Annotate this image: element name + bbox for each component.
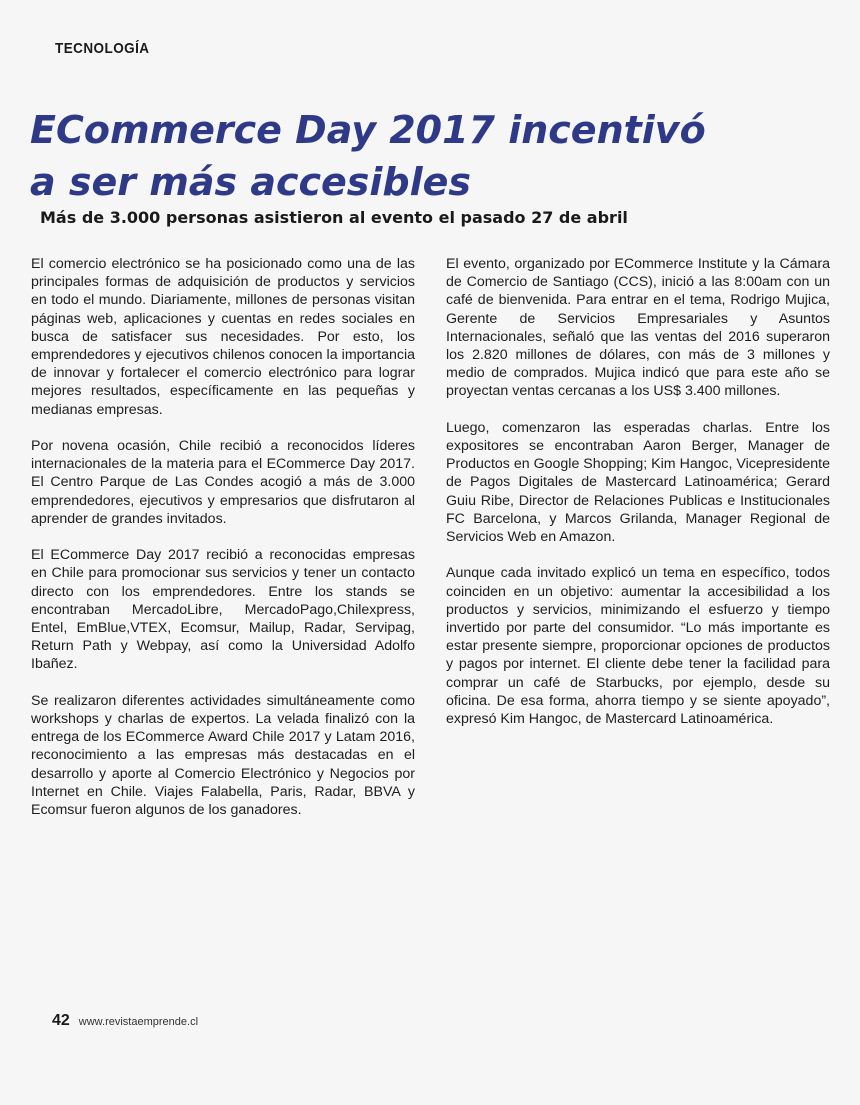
- right-column: [446, 255, 830, 746]
- paragraph: El evento, organizado por ECommerce Institute y la Cámara de Comercio de Santiago (CCS), inició a las 8:00am con un café de bienvenida. Para entrar en el tema, Rodrigo Mujica, Gerente de Servicios Empresariales y Asuntos Internacionales, señaló que las ventas del 2016 superaron los 2.820 millones de dólares, con más de 3 millones y medio de comprados. Mujica indicó que para este año se proyectan ventas cercanas a los US$ 3.400 millones.: [446, 256, 830, 400]
- paragraph: Aunque cada invitado explicó un tema en específico, todos coinciden en un objetivo: aumentar la accesibilidad a los productos y servicios, minimizando el esfuerzo y tiempo invertido por parte del consumidor. “Lo más importante es estar presente siempre, proporcionar opciones de productos y pagos por internet. El cliente debe tener la facilidad para comprar un café de Starbucks, por ejemplo, desde su oficina. De esa forma, ahorra tiempo y se siente apoyado”, expresó Kim Hangoc, de Mastercard Latinoamérica.: [446, 565, 830, 728]
- paragraph: Por novena ocasión, Chile recibió a reconocidos líderes internacionales de la materia para el ECommerce Day 2017. El Centro Parque de Las Condes acogió a más de 3.000 emprendedores, ejecutivos y empresarios que disfrutaron al aprender de grandes invitados.: [31, 438, 415, 527]
- left-column: [31, 255, 415, 837]
- paragraph: Se realizaron diferentes actividades simultáneamente como workshops y charlas de expertos. La velada finalizó con la entrega de los ECommerce Award Chile 2017 y Latam 2016, reconocimiento a las empresas más destacadas en el desarrollo y aporte al Comercio Electrónico y Negocios por Internet en Chile. Viajes Falabella, Paris, Radar, BBVA y Ecomsur fueron algunos de los ganadores.: [31, 692, 415, 819]
- paragraph: El ECommerce Day 2017 recibió a reconocidas empresas en Chile para promocionar sus servicios y tener un contacto directo con los emprendedores. Entre los stands se encontraban MercadoLibre, MercadoPago,Chilexpress, Entel, EmBlue,VTEX, Ecomsur, Mailup, Radar, Servipag, Return Path y Webpay, así como la Universidad Adolfo Ibañez.: [31, 547, 415, 673]
- article-title: [30, 104, 830, 208]
- section-label: TECNOLOGÍA: [55, 40, 150, 57]
- article-subtitle: Más de 3.000 personas asistieron al evento el pasado 27 de abril: [40, 208, 628, 227]
- title-line-2: a ser más accesibles: [30, 160, 472, 204]
- page-number: 42: [52, 1012, 70, 1029]
- website-url: www.revistaemprende.cl: [78, 1016, 199, 1028]
- page-footer: [52, 1012, 198, 1030]
- title-line-1: ECommerce Day 2017 incentivó: [30, 108, 706, 152]
- paragraph: El comercio electrónico se ha posicionado como una de las principales formas de adquisición de productos y servicios en todo el mundo. Diariamente, millones de personas visitan páginas web, aplicaciones y cuentas en redes sociales en busca de satisfacer sus necesidades. Por esto, los emprendedores y ejecutivos chilenos conocen la importancia de innovar y fortalecer el comercio electrónico para lograr mejores resultados, específicamente en las pequeñas y medianas empresas.: [31, 256, 415, 418]
- paragraph: Luego, comenzaron las esperadas charlas. Entre los expositores se encontraban Aaron Berger, Manager de Productos en Google Shopping; Kim Hangoc, Vicepresidente de Pagos Digitales de Mastercard Latinoamérica; Gerard Guiu Ribe, Director de Relaciones Publicas e Institucionales FC Barcelona, y Marcos Grilanda, Manager Regional de Servicios Web en Amazon.: [446, 419, 830, 546]
